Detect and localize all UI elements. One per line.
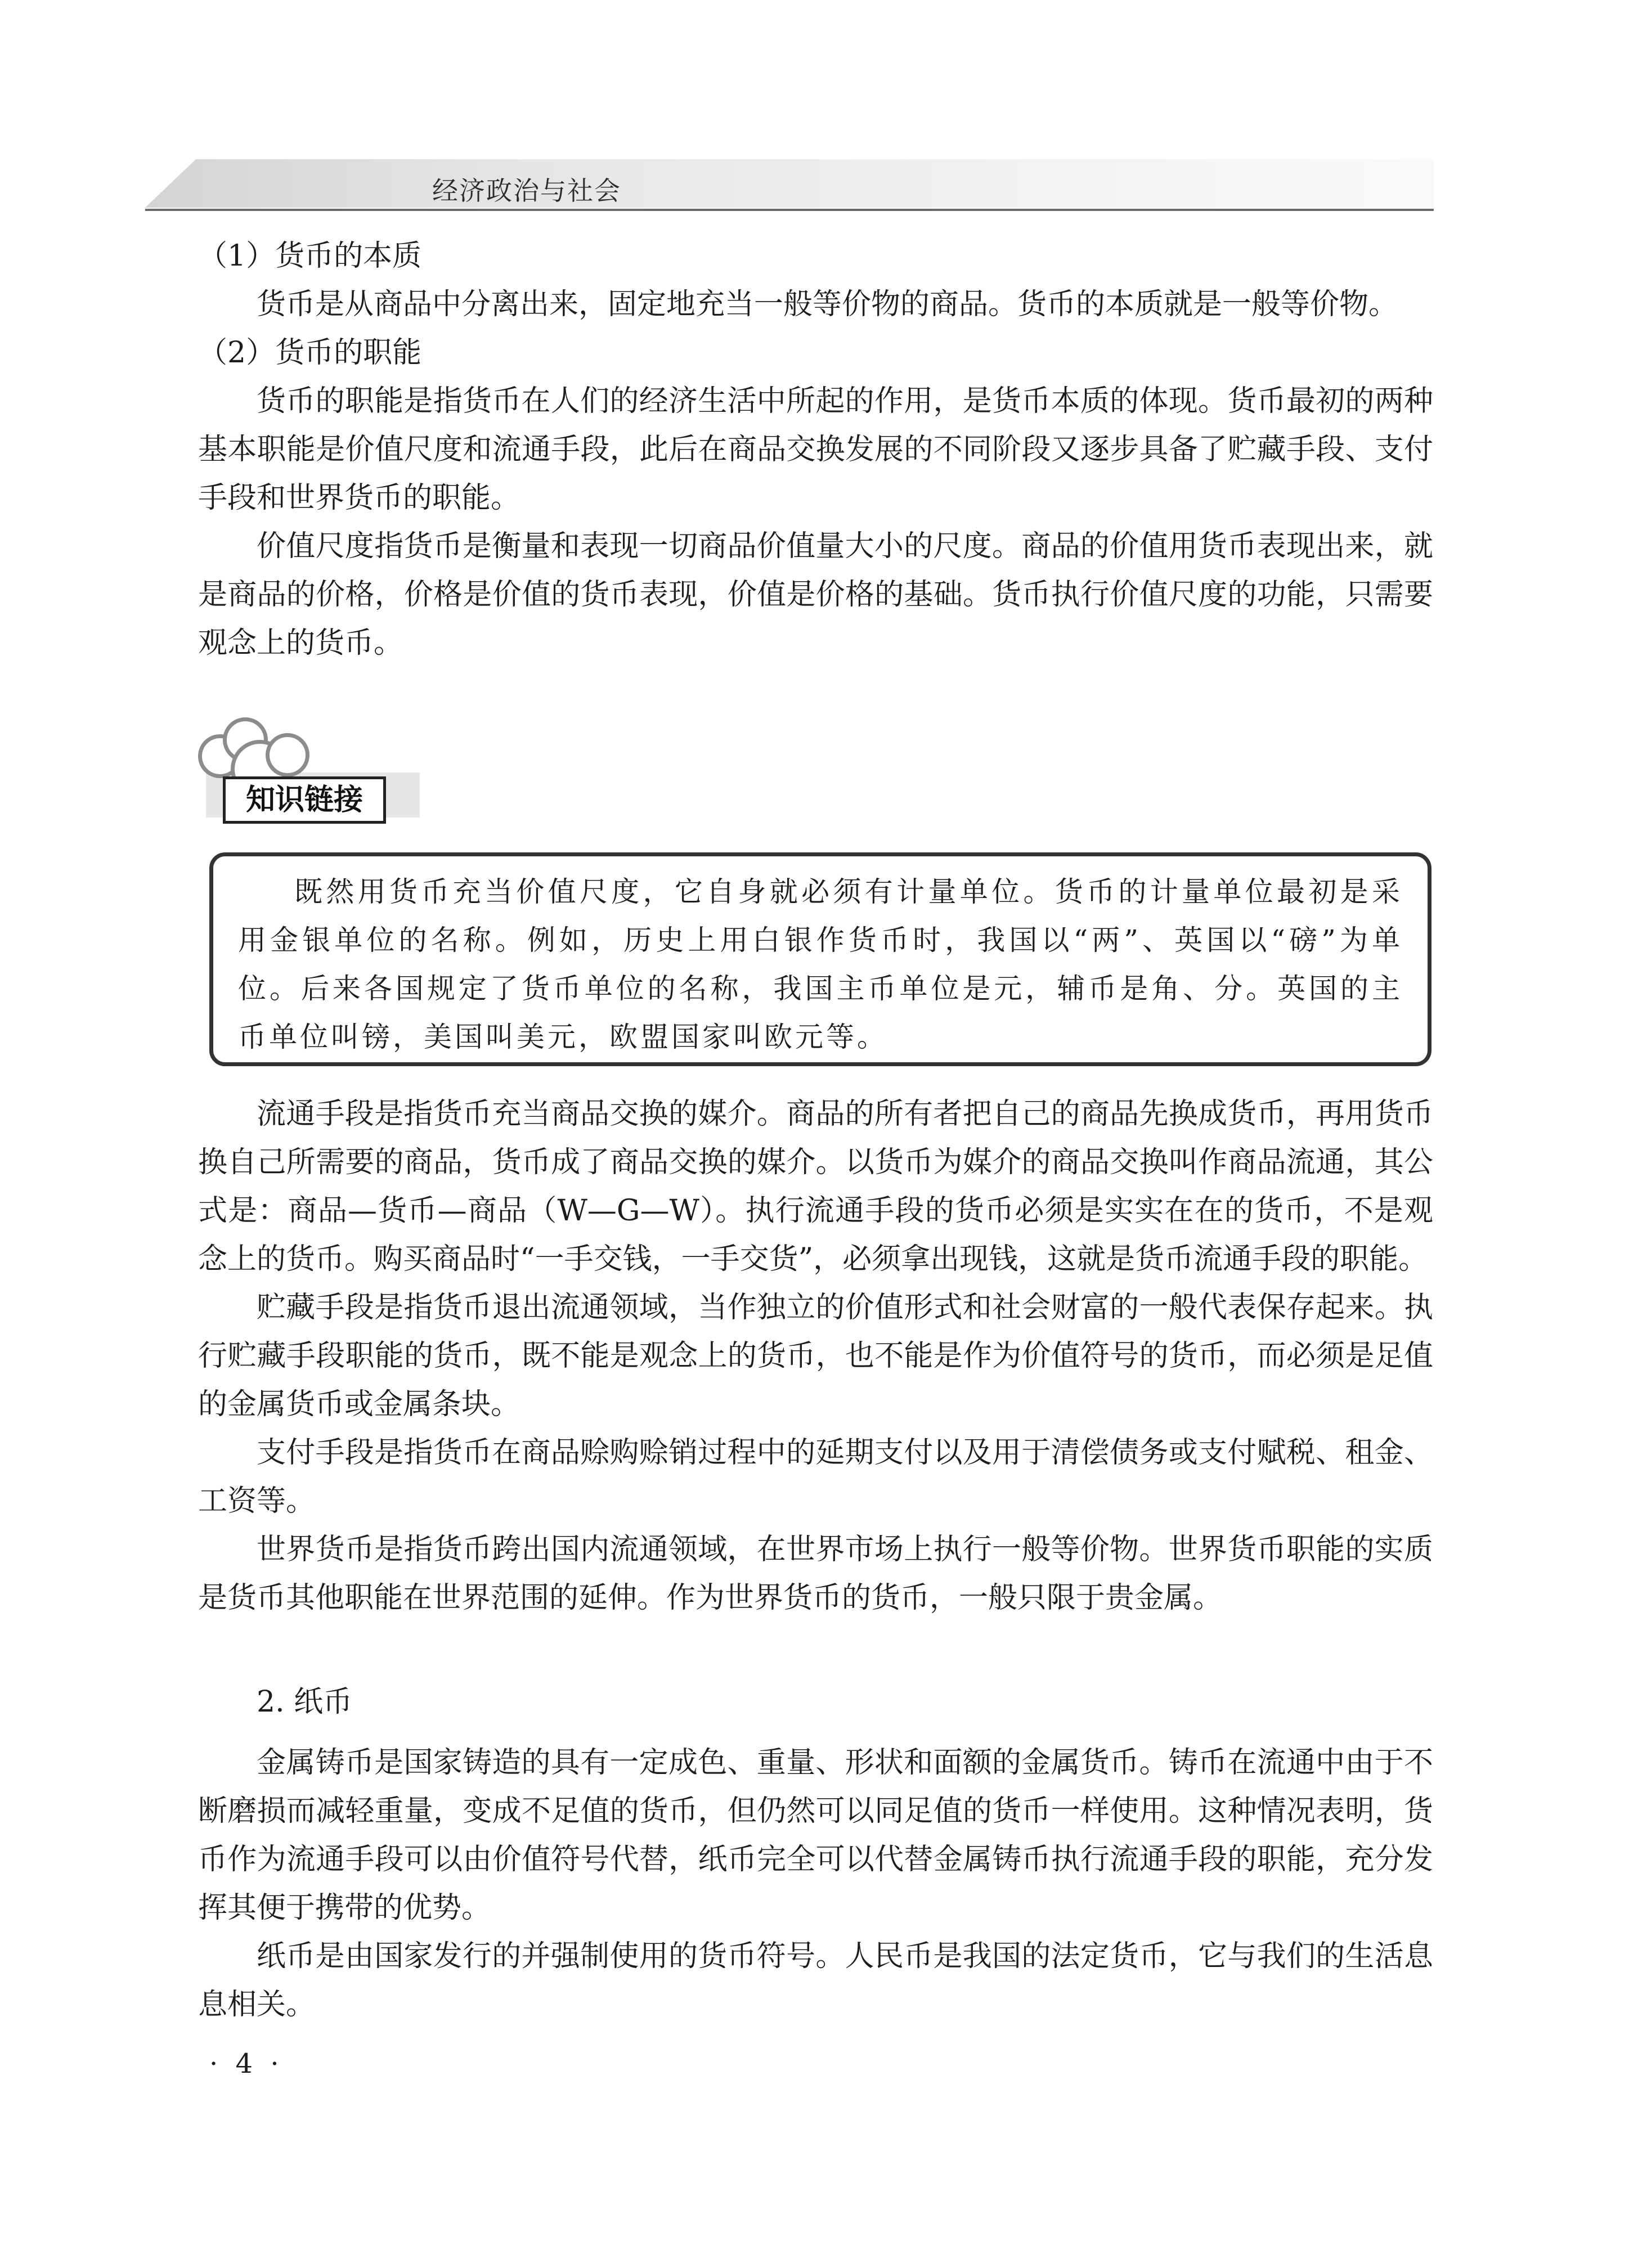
header-band xyxy=(145,159,1434,208)
subheading-money-functions: （2）货币的职能 xyxy=(198,336,422,370)
paragraph: 货币的职能是指货币在人们的经济生活中所起的作用，是货币本质的体现。货币最初的两种基本职能是价值尺度和流通手段，此后在商品交换发展的不同阶段又逐步具备了贮藏手段、支付手段和世界货币的职能。 xyxy=(198,384,1433,515)
paragraph: 货币是从商品中分离出来，固定地充当一般等价物的商品。货币的本质就是一般等价物。 xyxy=(257,288,1398,321)
page-number: · 4 · xyxy=(209,2048,284,2080)
paragraph: 金属铸币是国家铸造的具有一定成色、重量、形状和面额的金属货币。铸币在流通中由于不断磨损而减轻重量，变成不足值的货币，但仍然可以同足值的货币一样使用。这种情况表明，货币作为流通手段可以由价值符号代替，纸币完全可以代替金属铸币执行流通手段的职能，充分发挥其便于携带的优势。 xyxy=(198,1746,1433,1925)
header-rule xyxy=(145,209,1434,211)
paragraph: 流通手段是指货币充当商品交换的媒介。商品的所有者把自己的商品先换成货币，再用货币换自己所需要的商品，货币成了商品交换的媒介。以货币为媒介的商品交换叫作商品流通，其公式是：商品—货币—商品（W—G—W）。执行流通手段的货币必须是实实在在的货币，不是观念上的货币。购买商品时“一手交钱，一手交货”，必须拿出现钱，这就是货币流通手段的职能。 xyxy=(198,1097,1433,1276)
paragraph: 支付手段是指货币在商品赊购赊销过程中的延期支付以及用于清偿债务或支付赋税、租金、工资等。 xyxy=(198,1436,1433,1518)
paragraph: 纸币是由国家发行的并强制使用的货币符号。人民币是我国的法定货币，它与我们的生活息息相关。 xyxy=(198,1939,1433,2022)
subheading-money-nature: （1）货币的本质 xyxy=(198,239,422,273)
bubble-icon xyxy=(266,733,309,777)
knowledge-link-box xyxy=(209,852,1431,1066)
section-heading-paper-money: 2. 纸币 xyxy=(257,1685,353,1719)
paragraph: 贮藏手段是指货币退出流通领域，当作独立的价值形式和社会财富的一般代表保存起来。执行贮藏手段职能的货币，既不能是观念上的货币，也不能是作为价值符号的货币，而必须是足值的金属货币或金属条块。 xyxy=(198,1291,1433,1421)
page-header xyxy=(145,159,1434,211)
knowledge-link-badge xyxy=(198,717,423,830)
callout-text: 既然用货币充当价值尺度，它自身就必须有计量单位。货币的计量单位最初是采用金银单位的名称。例如，历史上用白银作货币时，我国以“两”、英国以“磅”为单位。后来各国规定了货币单位的名称，我国主币单位是元，辅币是角、分。英国的主币单位叫镑，美国叫美元，欧盟国家叫欧元等。 xyxy=(238,875,1403,1053)
knowledge-link-label: 知识链接 xyxy=(223,776,386,824)
section-money-nature-functions xyxy=(198,232,1433,667)
section-paper-money xyxy=(198,1678,1433,2029)
section-money-functions-cont xyxy=(198,1090,1433,1622)
paragraph: 世界货币是指货币跨出国内流通领域，在世界市场上执行一般等价物。世界货币职能的实质是货币其他职能在世界范围的延伸。作为世界货币的货币，一般只限于贵金属。 xyxy=(198,1533,1433,1615)
running-title: 经济政治与社会 xyxy=(432,176,621,206)
paragraph: 价值尺度指货币是衡量和表现一切商品价值量大小的尺度。商品的价值用货币表现出来，就是商品的价格，价格是价值的货币表现，价值是价格的基础。货币执行价值尺度的功能，只需要观念上的货币。 xyxy=(198,529,1433,660)
